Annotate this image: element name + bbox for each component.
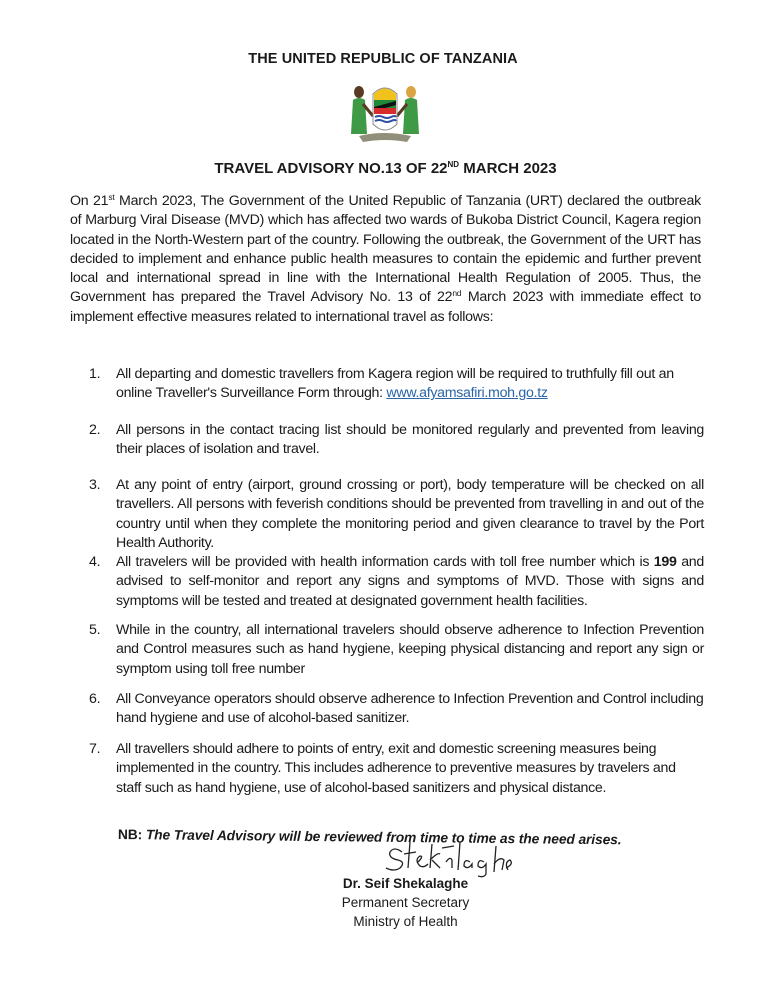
item-number: 4. bbox=[89, 554, 101, 570]
advisory-title-sup: ND bbox=[447, 160, 460, 169]
signatory-block bbox=[0, 874, 766, 931]
intro-text: March 2023 with immediate effect to implement effective measures related to international travel as follows: bbox=[70, 289, 701, 325]
item-number: 3. bbox=[89, 477, 101, 493]
signatory-ministry: Ministry of Health bbox=[353, 914, 458, 929]
item-text bbox=[116, 365, 704, 404]
signature-icon bbox=[380, 838, 520, 878]
item-text-body: and advised to self-monitor and report any signs and symptoms of MVD. Those with signs and symptoms will be tested and treated at designated government health facilities. bbox=[116, 554, 704, 609]
coat-of-arms-icon bbox=[345, 80, 425, 146]
item-text: At any point of entry (airport, ground crossing or port), body temperature will be checked on all travellers. All persons with feverish conditions should be prevented from travelling in and out of the country until when they complete the monitoring period and given clearance to travel by the Port Health Authority. bbox=[116, 477, 704, 551]
item-text-body: All departing and domestic travellers from Kagera region will be required to truthfully fill out an online Traveller's Surveillance Form through: bbox=[116, 366, 674, 402]
item-number: 5. bbox=[89, 622, 101, 638]
measure-item-1 bbox=[89, 365, 704, 404]
measure-item-6 bbox=[89, 690, 704, 729]
item-text bbox=[116, 553, 704, 611]
measure-item-2 bbox=[89, 421, 704, 460]
signatory-title: Permanent Secretary bbox=[341, 895, 470, 910]
item-text-body: All travelers will be provided with health information cards with toll free number which is bbox=[116, 554, 654, 570]
intro-sup: st bbox=[108, 192, 115, 202]
intro-sup: nd bbox=[452, 288, 462, 299]
note-label: NB: bbox=[117, 827, 143, 843]
item-text: All persons in the contact tracing list should be monitored regularly and prevented from leaving their places of isolation and travel. bbox=[116, 422, 704, 458]
country-heading: THE UNITED REPUBLIC OF TANZANIA bbox=[248, 51, 518, 67]
item-number: 6. bbox=[89, 691, 101, 707]
intro-text: On 21 bbox=[70, 193, 109, 209]
advisory-title-tail: MARCH 2023 bbox=[459, 160, 557, 177]
measure-item-5 bbox=[89, 621, 704, 679]
traveller-form-link[interactable]: www.afyamsafiri.moh.go.tz bbox=[386, 385, 548, 402]
item-text: All Conveyance operators should observe adherence to Infection Prevention and Control including hand hygiene and use of alcohol-based sanitizer. bbox=[116, 691, 704, 727]
item-text: All travellers should adhere to points of entry, exit and domestic screening measures being implemented in the country. This includes adherence to preventive measures by travelers and staff such as hand hygiene, use of alcohol-based sanitizers and physical distance. bbox=[116, 741, 676, 796]
advisory-title bbox=[0, 160, 766, 177]
note-text: The Travel Advisory will be reviewed from time to time as the need arises. bbox=[142, 827, 622, 848]
toll-free-number: 199 bbox=[653, 554, 677, 570]
item-text: While in the country, all international travelers should observe adherence to Infection Prevention and Control measures such as hand hygiene, keeping physical distancing and report any sign or symptom using toll free number bbox=[116, 622, 704, 677]
measure-item-7 bbox=[89, 740, 704, 798]
item-number: 2. bbox=[89, 422, 101, 438]
measure-item-3 bbox=[89, 476, 704, 553]
item-number: 1. bbox=[89, 366, 101, 382]
intro-text: March 2023, The Government of the United Republic of Tanzania (URT) declared the outbreak of Marburg Viral Disease (MVD) which has affected two wards of Bukoba District Council, Kagera region located in the North-Western part of the country. Following the outbreak, the Government of the URT has decided to implement and enhance public health measures to contain the epidemic and further prevent local and international spread in line with the International Health Regulation of 2005. Thus, the Government has prepared the Travel Advisory No. 13 of 22 bbox=[70, 193, 701, 306]
measure-item-4 bbox=[89, 553, 704, 611]
advisory-title-main: TRAVEL ADVISORY NO.13 OF 22 bbox=[214, 160, 448, 177]
intro-paragraph bbox=[70, 192, 701, 327]
signatory-name: Dr. Seif Shekalaghe bbox=[342, 876, 469, 891]
item-number: 7. bbox=[89, 741, 101, 757]
